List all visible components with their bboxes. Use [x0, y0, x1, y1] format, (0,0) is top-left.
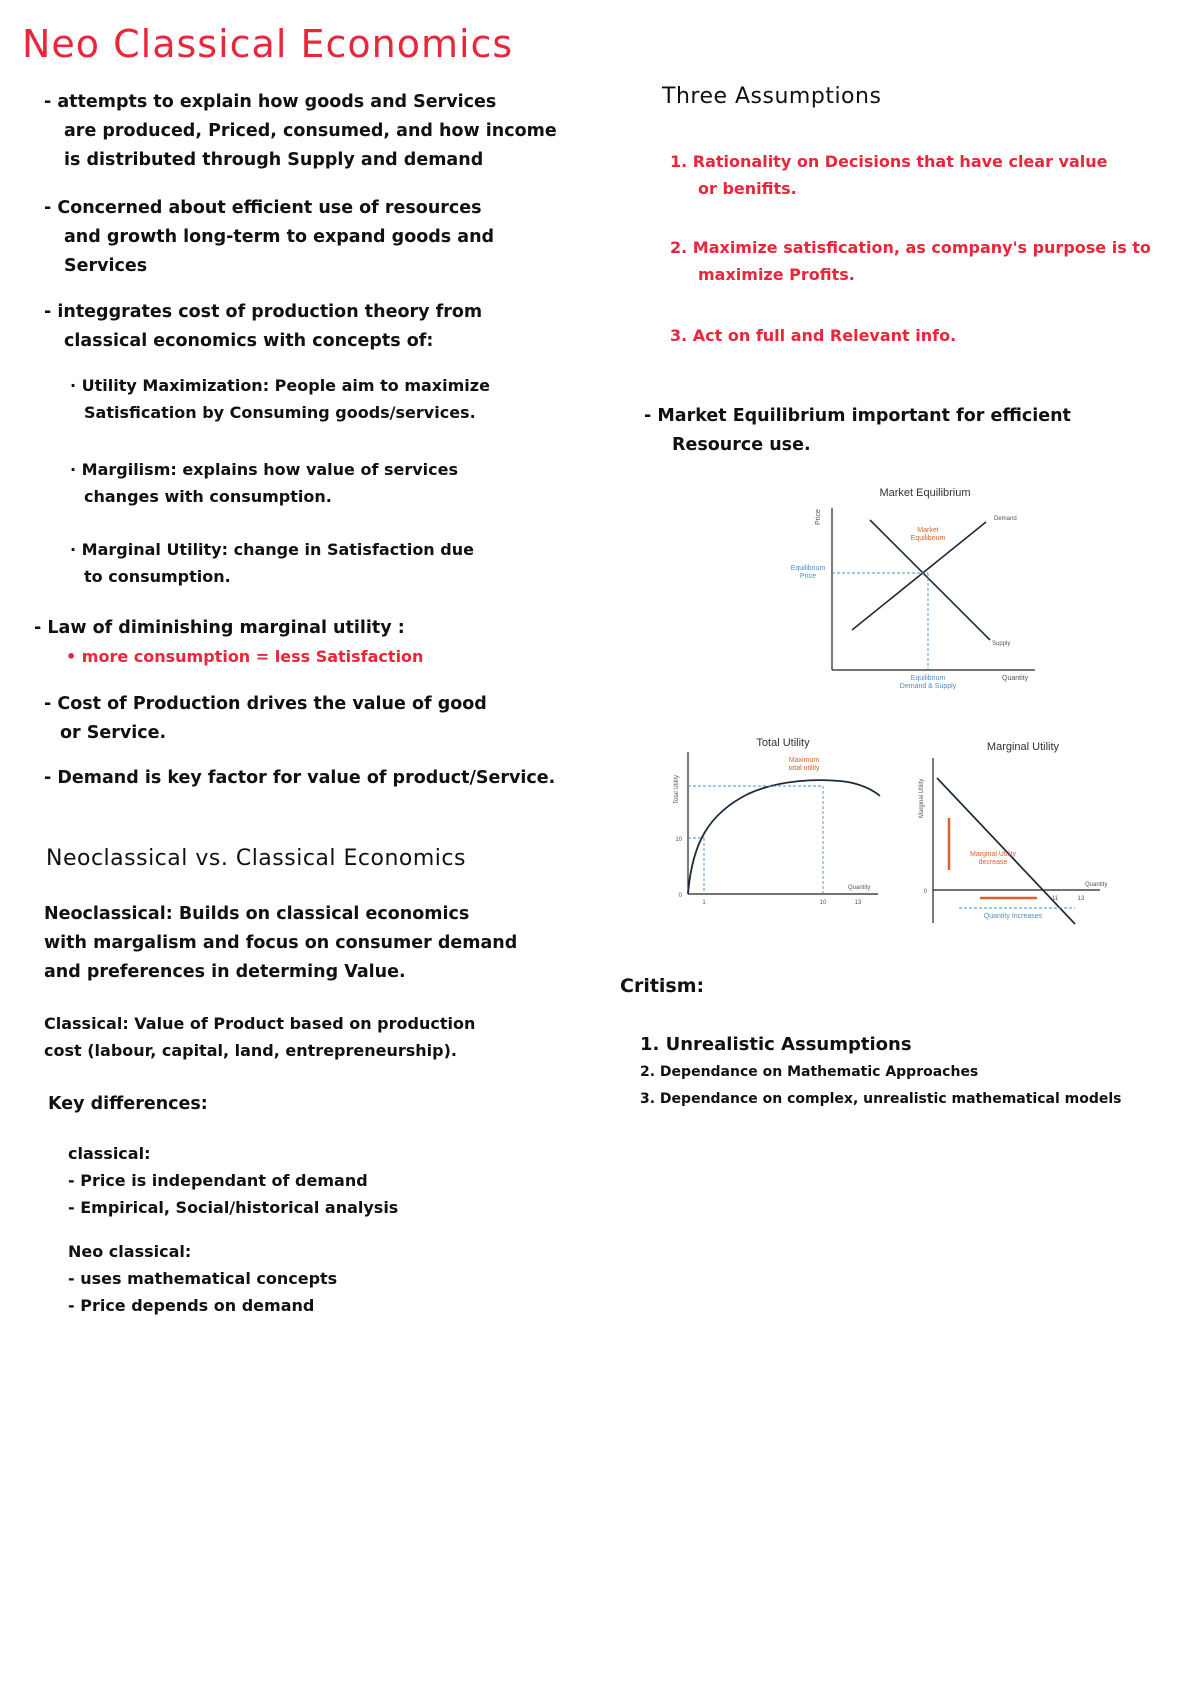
assumption-3: 3. Act on full and Relevant info.: [670, 326, 957, 345]
bullet-line: Services: [64, 256, 148, 276]
assumption-2: [670, 234, 1151, 288]
margilism: [70, 456, 458, 510]
total-utility-curve: [688, 780, 880, 894]
decrease-label: decrease: [978, 859, 1008, 866]
classical-differences: [68, 1140, 398, 1221]
y-label: Price: [815, 509, 822, 525]
neo-label: Neo classical:: [68, 1242, 192, 1261]
sub-item-line: · Utility Maximization: People aim to maximize: [70, 376, 490, 395]
market-equilibrium-chart: [770, 480, 1050, 700]
chart-title: Market Equilibrium: [879, 487, 971, 499]
demand-line: - Demand is key factor for value of product/Service.: [44, 768, 556, 788]
tick-x: 10: [819, 900, 827, 906]
neo-point: - uses mathematical concepts: [68, 1269, 338, 1288]
sub-item-line: Satisfication by Consuming goods/services.: [84, 403, 476, 422]
x-label: Quantity: [1002, 675, 1029, 682]
critism-item: 3. Dependance on complex, unrealistic mathematical models: [640, 1091, 1122, 1107]
bullet-line: are produced, Priced, consumed, and how income: [64, 121, 557, 141]
tick-y: 0: [678, 893, 682, 899]
assumption-1: [670, 148, 1108, 202]
tick-y: 10: [675, 837, 682, 843]
compare-heading: Neoclassical vs. Classical Economics: [46, 846, 466, 871]
y-label: Total Utility: [674, 774, 680, 804]
cost-production: [44, 690, 487, 748]
classical-line: Classical: Value of Product based on production: [44, 1014, 476, 1033]
cost-line: or Service.: [60, 723, 167, 743]
neo-line: Neoclassical: Builds on classical economics: [44, 904, 470, 924]
cost-line: - Cost of Production drives the value of good: [44, 694, 487, 714]
marginal-utility-chart: [905, 738, 1110, 928]
tick: 11: [1051, 896, 1059, 902]
neoclassical-differences: [68, 1238, 337, 1319]
bullet-line: and growth long-term to expand goods and: [64, 227, 495, 247]
assumption-line: 2. Maximize satisfication, as company's purpose is to: [670, 238, 1151, 257]
bullet-line: - integgrates cost of production theory from: [44, 302, 483, 322]
law-diminishing: [34, 614, 423, 670]
bullet-line: - attempts to explain how goods and Services: [44, 92, 497, 112]
neoclassical-definition: [44, 900, 517, 987]
intro-bullets: [44, 88, 557, 175]
critism-heading: Critism:: [620, 975, 705, 997]
classical-label: classical:: [68, 1144, 151, 1163]
assumption-line: 1. Rationality on Decisions that have clear value: [670, 152, 1108, 171]
demand-label: Demand: [994, 516, 1017, 522]
max-label: Maximum: [788, 757, 820, 764]
eq-price-label: Equilibrium: [790, 565, 826, 572]
bullet-line: - Concerned about efficient use of resources: [44, 198, 482, 218]
tick-x: 1: [702, 900, 706, 906]
x-label: Quantity: [848, 885, 871, 891]
tick: 13: [1077, 896, 1085, 902]
eq-price-label: Price: [800, 573, 816, 580]
max-label: total utility: [788, 765, 820, 772]
neo-point: - Price depends on demand: [68, 1296, 315, 1315]
integrates-bullet: [44, 298, 482, 356]
classical-point: - Empirical, Social/historical analysis: [68, 1198, 399, 1217]
bullet-line: classical economics with concepts of:: [64, 331, 434, 351]
classical-definition: [44, 1010, 475, 1064]
tick: 0: [923, 889, 927, 895]
assumptions-heading: Three Assumptions: [662, 84, 882, 109]
market-line: Resource use.: [672, 435, 811, 455]
neo-line: and preferences in determing Value.: [44, 962, 406, 982]
law-line: - Law of diminishing marginal utility :: [34, 618, 405, 638]
classical-point: - Price is independant of demand: [68, 1171, 368, 1190]
sub-item-line: · Marginal Utility: change in Satisfaction due: [70, 540, 474, 559]
assumption-line: or benifits.: [698, 179, 797, 198]
sub-item-line: · Margilism: explains how value of services: [70, 460, 459, 479]
eq-label: Equilibrium: [910, 535, 946, 542]
critism-list: [640, 1030, 1122, 1113]
x-label: Quantity: [1085, 882, 1108, 888]
y-label: Marginal Utility: [919, 778, 925, 818]
law-red-line: • more consumption = less Satisfaction: [66, 647, 424, 666]
supply-label: Supply: [992, 641, 1011, 647]
efficiency-bullet: [44, 194, 494, 281]
sub-item-line: changes with consumption.: [84, 487, 332, 506]
market-equilibrium-note: [644, 402, 1071, 460]
page-title: Neo Classical Economics: [22, 22, 514, 66]
critism-item: 1. Unrealistic Assumptions: [640, 1034, 912, 1055]
bullet-line: is distributed through Supply and demand: [64, 150, 484, 170]
utility-maximization: [70, 372, 490, 426]
eq-qty-label: Demand & Supply: [899, 683, 957, 690]
tick-x: 13: [854, 900, 862, 906]
total-utility-chart: [668, 734, 898, 919]
eq-label: Market: [917, 527, 939, 534]
chart-title: Total Utility: [756, 737, 810, 749]
decrease-label: Marginal Utility: [970, 851, 1016, 858]
neo-line: with margalism and focus on consumer demand: [44, 933, 518, 953]
quantity-increase-label: Quantity Increases: [983, 913, 1043, 920]
classical-line: cost (labour, capital, land, entrepreneurship).: [44, 1041, 457, 1060]
chart-title: Marginal Utility: [986, 741, 1060, 753]
assumption-line: maximize Profits.: [698, 265, 855, 284]
eq-qty-label: Equilibrium: [910, 675, 946, 682]
key-differences-heading: Key differences:: [48, 1094, 208, 1114]
sub-item-line: to consumption.: [84, 567, 231, 586]
market-line: - Market Equilibrium important for efficient: [644, 406, 1071, 426]
critism-item: 2. Dependance on Mathematic Approaches: [640, 1064, 979, 1080]
marginal-utility: [70, 536, 474, 590]
